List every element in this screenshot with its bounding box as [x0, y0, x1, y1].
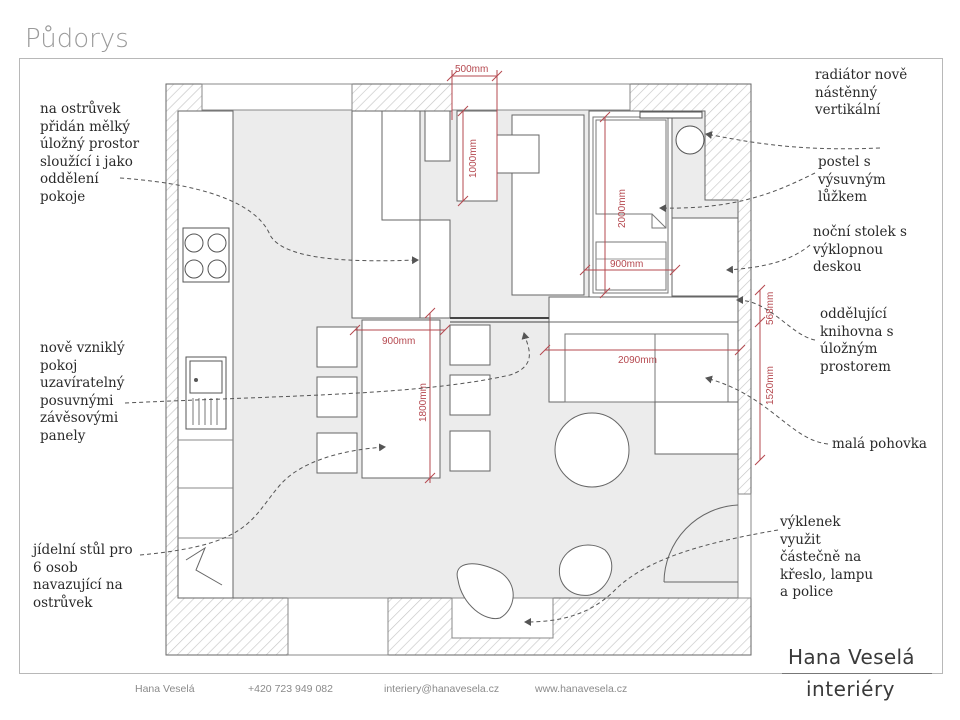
brand-name: Hana Veselá — [788, 645, 915, 669]
coffee-table — [555, 413, 629, 487]
note-radiator: radiátor nově nástěnný vertikální — [815, 67, 908, 118]
footer-phone: +420 723 949 082 — [248, 683, 333, 695]
kitchen-counter — [178, 111, 233, 598]
footer-web[interactable]: www.hanavesela.cz — [535, 683, 628, 695]
dim-2090: 2090mm — [618, 355, 657, 366]
dim-568: 568mm — [765, 291, 776, 325]
note-dining: jídelní stůl pro 6 osob navazující na ostrůvek — [33, 542, 133, 611]
nightstand — [672, 218, 738, 296]
dim-1520: 1520mm — [765, 366, 776, 405]
dim-500: 500mm — [455, 64, 489, 75]
dim-2000: 2000mm — [617, 189, 628, 228]
dim-900-bed: 900mm — [610, 259, 644, 270]
note-sofa: malá pohovka — [832, 436, 927, 452]
dim-900-table: 900mm — [382, 336, 416, 347]
note-bookcase: oddělující knihovna s úložným prostorem — [820, 306, 894, 375]
brand-divider — [782, 673, 932, 674]
note-alcove: výklenek využit částečně na křeslo, lampu a police — [780, 514, 874, 600]
note-new-room: nově vzniklý pokoj uzavíratelný posuvnými závěsovými panely — [40, 340, 125, 444]
note-bed: postel s výsuvným lůžkem — [818, 154, 886, 205]
footer-email[interactable]: interiery@hanavesela.cz — [384, 683, 500, 695]
dim-1800: 1800mm — [418, 383, 429, 422]
note-island: na ostrůvek přidán mělký úložný prostor sloužící i jako oddělení pokoje — [40, 101, 140, 205]
note-nightstand: noční stolek s výklopnou deskou — [813, 224, 907, 275]
footer-name: Hana Veselá — [135, 683, 195, 695]
bookcase — [549, 297, 738, 322]
page-title: Půdorys — [25, 24, 129, 54]
brand-subtitle: interiéry — [806, 677, 896, 701]
dim-1000: 1000mm — [468, 139, 479, 178]
